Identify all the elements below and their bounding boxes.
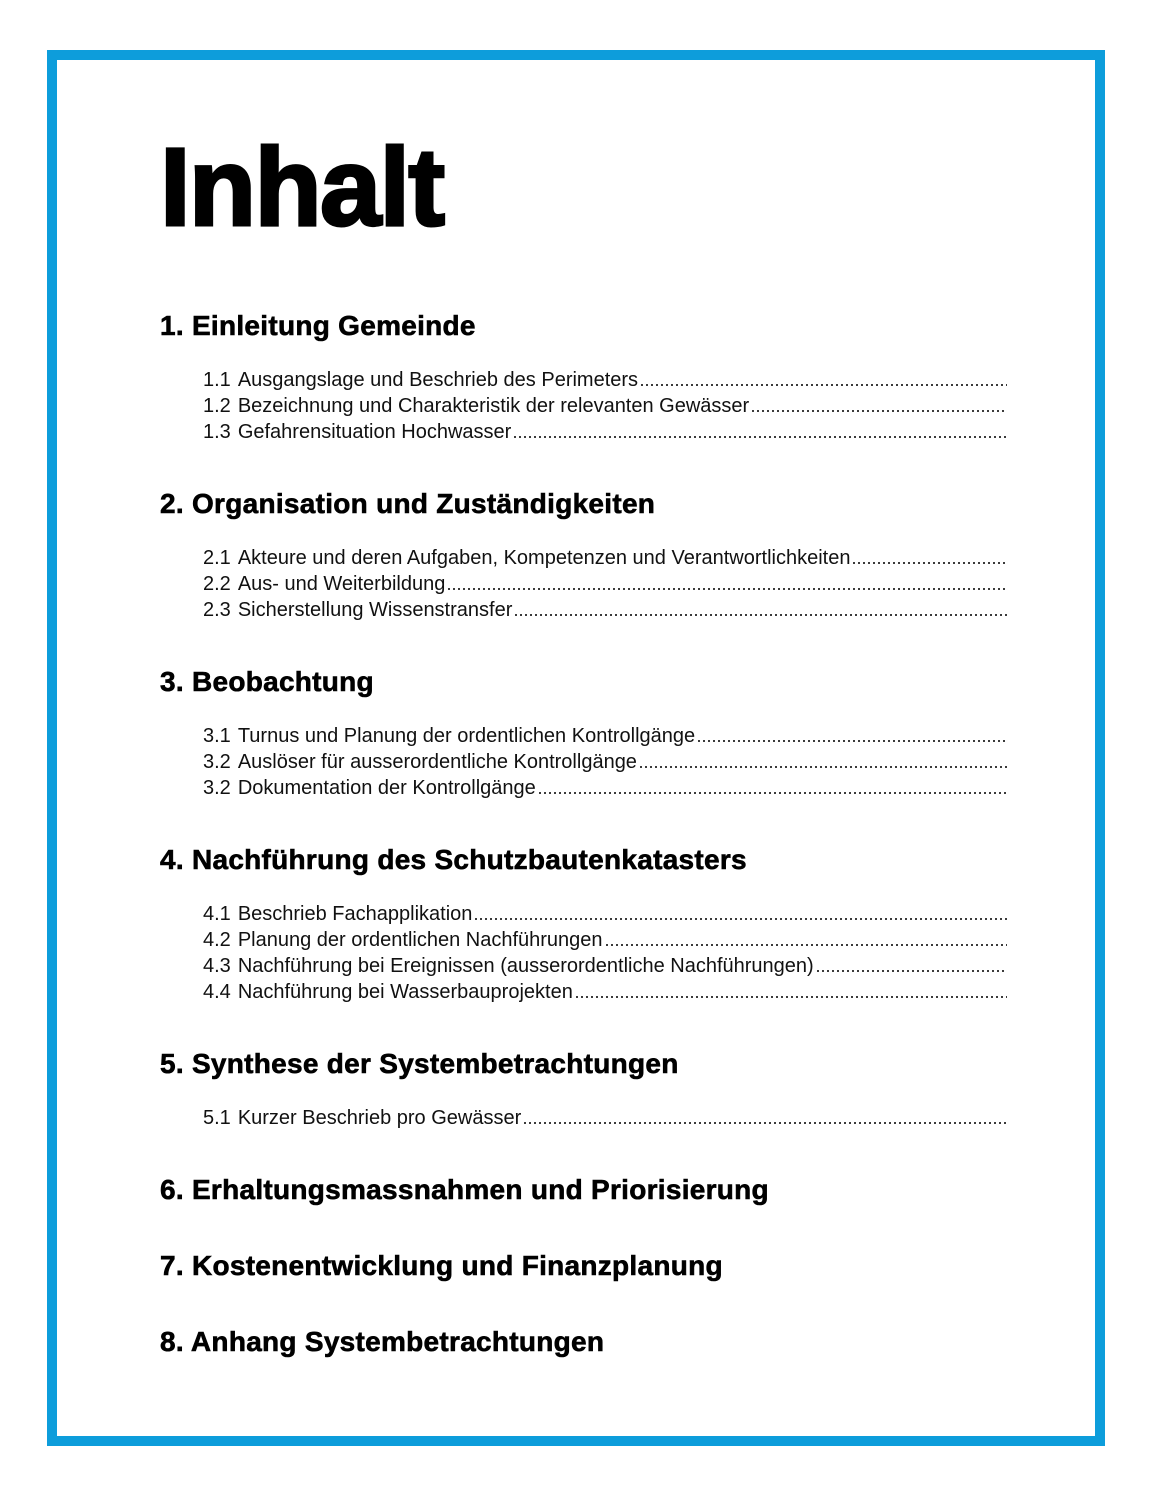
toc-section-3 bbox=[160, 665, 1007, 801]
entry-label: Turnus und Planung der ordentlichen Kontrollgänge bbox=[237, 725, 696, 747]
entry-number: 1.3 bbox=[203, 421, 231, 443]
entry-label: Aus- und Weiterbildung bbox=[237, 573, 446, 595]
entry-label: Akteure und deren Aufgaben, Kompetenzen und Verantwortlichkeiten bbox=[237, 547, 851, 569]
toc-entry bbox=[203, 597, 1007, 623]
entry-number: 2.3 bbox=[203, 599, 231, 621]
entry-number: 4.3 bbox=[203, 955, 231, 977]
section-items bbox=[160, 1105, 1007, 1131]
entry-number: 2.1 bbox=[203, 547, 231, 569]
toc-entry bbox=[203, 927, 1007, 953]
dotted-leader bbox=[576, 996, 1007, 998]
entry-label: Nachführung bei Ereignissen (ausserordentliche Nachführungen) bbox=[237, 955, 814, 977]
dotted-leader bbox=[475, 918, 1007, 920]
toc-section-5 bbox=[160, 1047, 1007, 1131]
toc-entry bbox=[203, 901, 1007, 927]
toc-entry bbox=[203, 571, 1007, 597]
entry-number: 3.2 bbox=[203, 751, 231, 773]
toc-entry bbox=[203, 393, 1007, 419]
entry-label: Sicherstellung Wissenstransfer bbox=[237, 599, 513, 621]
page-title: Inhalt bbox=[160, 126, 444, 249]
toc-entry bbox=[203, 979, 1007, 1005]
toc-entry bbox=[203, 775, 1007, 801]
entry-label: Dokumentation der Kontrollgänge bbox=[237, 777, 536, 799]
entry-number: 5.1 bbox=[203, 1107, 231, 1129]
dotted-leader bbox=[606, 944, 1007, 946]
toc-section-4 bbox=[160, 843, 1007, 1005]
toc-entry bbox=[203, 723, 1007, 749]
entry-number: 4.2 bbox=[203, 929, 231, 951]
toc-section-1 bbox=[160, 309, 1007, 445]
entry-number: 4.4 bbox=[203, 981, 231, 1003]
section-heading: 8. Anhang Systembetrachtungen bbox=[160, 1326, 605, 1357]
dotted-leader bbox=[524, 1122, 1007, 1124]
toc-section-7 bbox=[160, 1249, 1007, 1283]
toc-section-6 bbox=[160, 1173, 1007, 1207]
dotted-leader bbox=[515, 614, 1007, 616]
section-heading: 4. Nachführung des Schutzbautenkatasters bbox=[160, 844, 747, 875]
entry-label: Bezeichnung und Charakteristik der relevanten Gewässer bbox=[237, 395, 750, 417]
entry-label: Kurzer Beschrieb pro Gewässer bbox=[237, 1107, 522, 1129]
section-heading: 6. Erhaltungsmassnahmen und Priorisierung bbox=[160, 1174, 769, 1205]
section-items bbox=[160, 723, 1007, 801]
entry-label: Auslöser für ausserordentliche Kontrollgänge bbox=[237, 751, 637, 773]
toc-entry bbox=[203, 749, 1007, 775]
entry-label: Beschrieb Fachapplikation bbox=[237, 903, 473, 925]
dotted-leader bbox=[698, 740, 1007, 742]
dotted-leader bbox=[641, 384, 1007, 386]
entry-label: Nachführung bei Wasserbauprojekten bbox=[237, 981, 573, 1003]
section-heading: 5. Synthese der Systembetrachtungen bbox=[160, 1048, 679, 1079]
toc-entry bbox=[203, 419, 1007, 445]
toc-section-8 bbox=[160, 1325, 1007, 1359]
entry-number: 2.2 bbox=[203, 573, 231, 595]
entry-label: Planung der ordentlichen Nachführungen bbox=[237, 929, 603, 951]
toc-section-2 bbox=[160, 487, 1007, 623]
toc-entry bbox=[203, 545, 1007, 571]
entry-label: Gefahrensituation Hochwasser bbox=[237, 421, 512, 443]
toc-entry bbox=[203, 1105, 1007, 1131]
dotted-leader bbox=[853, 562, 1007, 564]
entry-label: Ausgangslage und Beschrieb des Perimeters bbox=[237, 369, 639, 391]
entry-number: 4.1 bbox=[203, 903, 231, 925]
section-heading: 2. Organisation und Zuständigkeiten bbox=[160, 488, 656, 519]
section-items bbox=[160, 901, 1007, 1005]
dotted-leader bbox=[640, 766, 1007, 768]
dotted-leader bbox=[514, 436, 1007, 438]
section-items bbox=[160, 367, 1007, 445]
section-heading: 7. Kostenentwicklung und Finanzplanung bbox=[160, 1250, 723, 1281]
section-items bbox=[160, 545, 1007, 623]
toc-entry bbox=[203, 367, 1007, 393]
dotted-leader bbox=[817, 970, 1007, 972]
entry-number: 1.1 bbox=[203, 369, 231, 391]
section-heading: 1. Einleitung Gemeinde bbox=[160, 310, 476, 341]
entry-number: 3.2 bbox=[203, 777, 231, 799]
section-heading: 3. Beobachtung bbox=[160, 666, 374, 697]
toc-entry bbox=[203, 953, 1007, 979]
entry-number: 1.2 bbox=[203, 395, 231, 417]
dotted-leader bbox=[448, 588, 1007, 590]
entry-number: 3.1 bbox=[203, 725, 231, 747]
dotted-leader bbox=[539, 792, 1007, 794]
dotted-leader bbox=[752, 410, 1007, 412]
